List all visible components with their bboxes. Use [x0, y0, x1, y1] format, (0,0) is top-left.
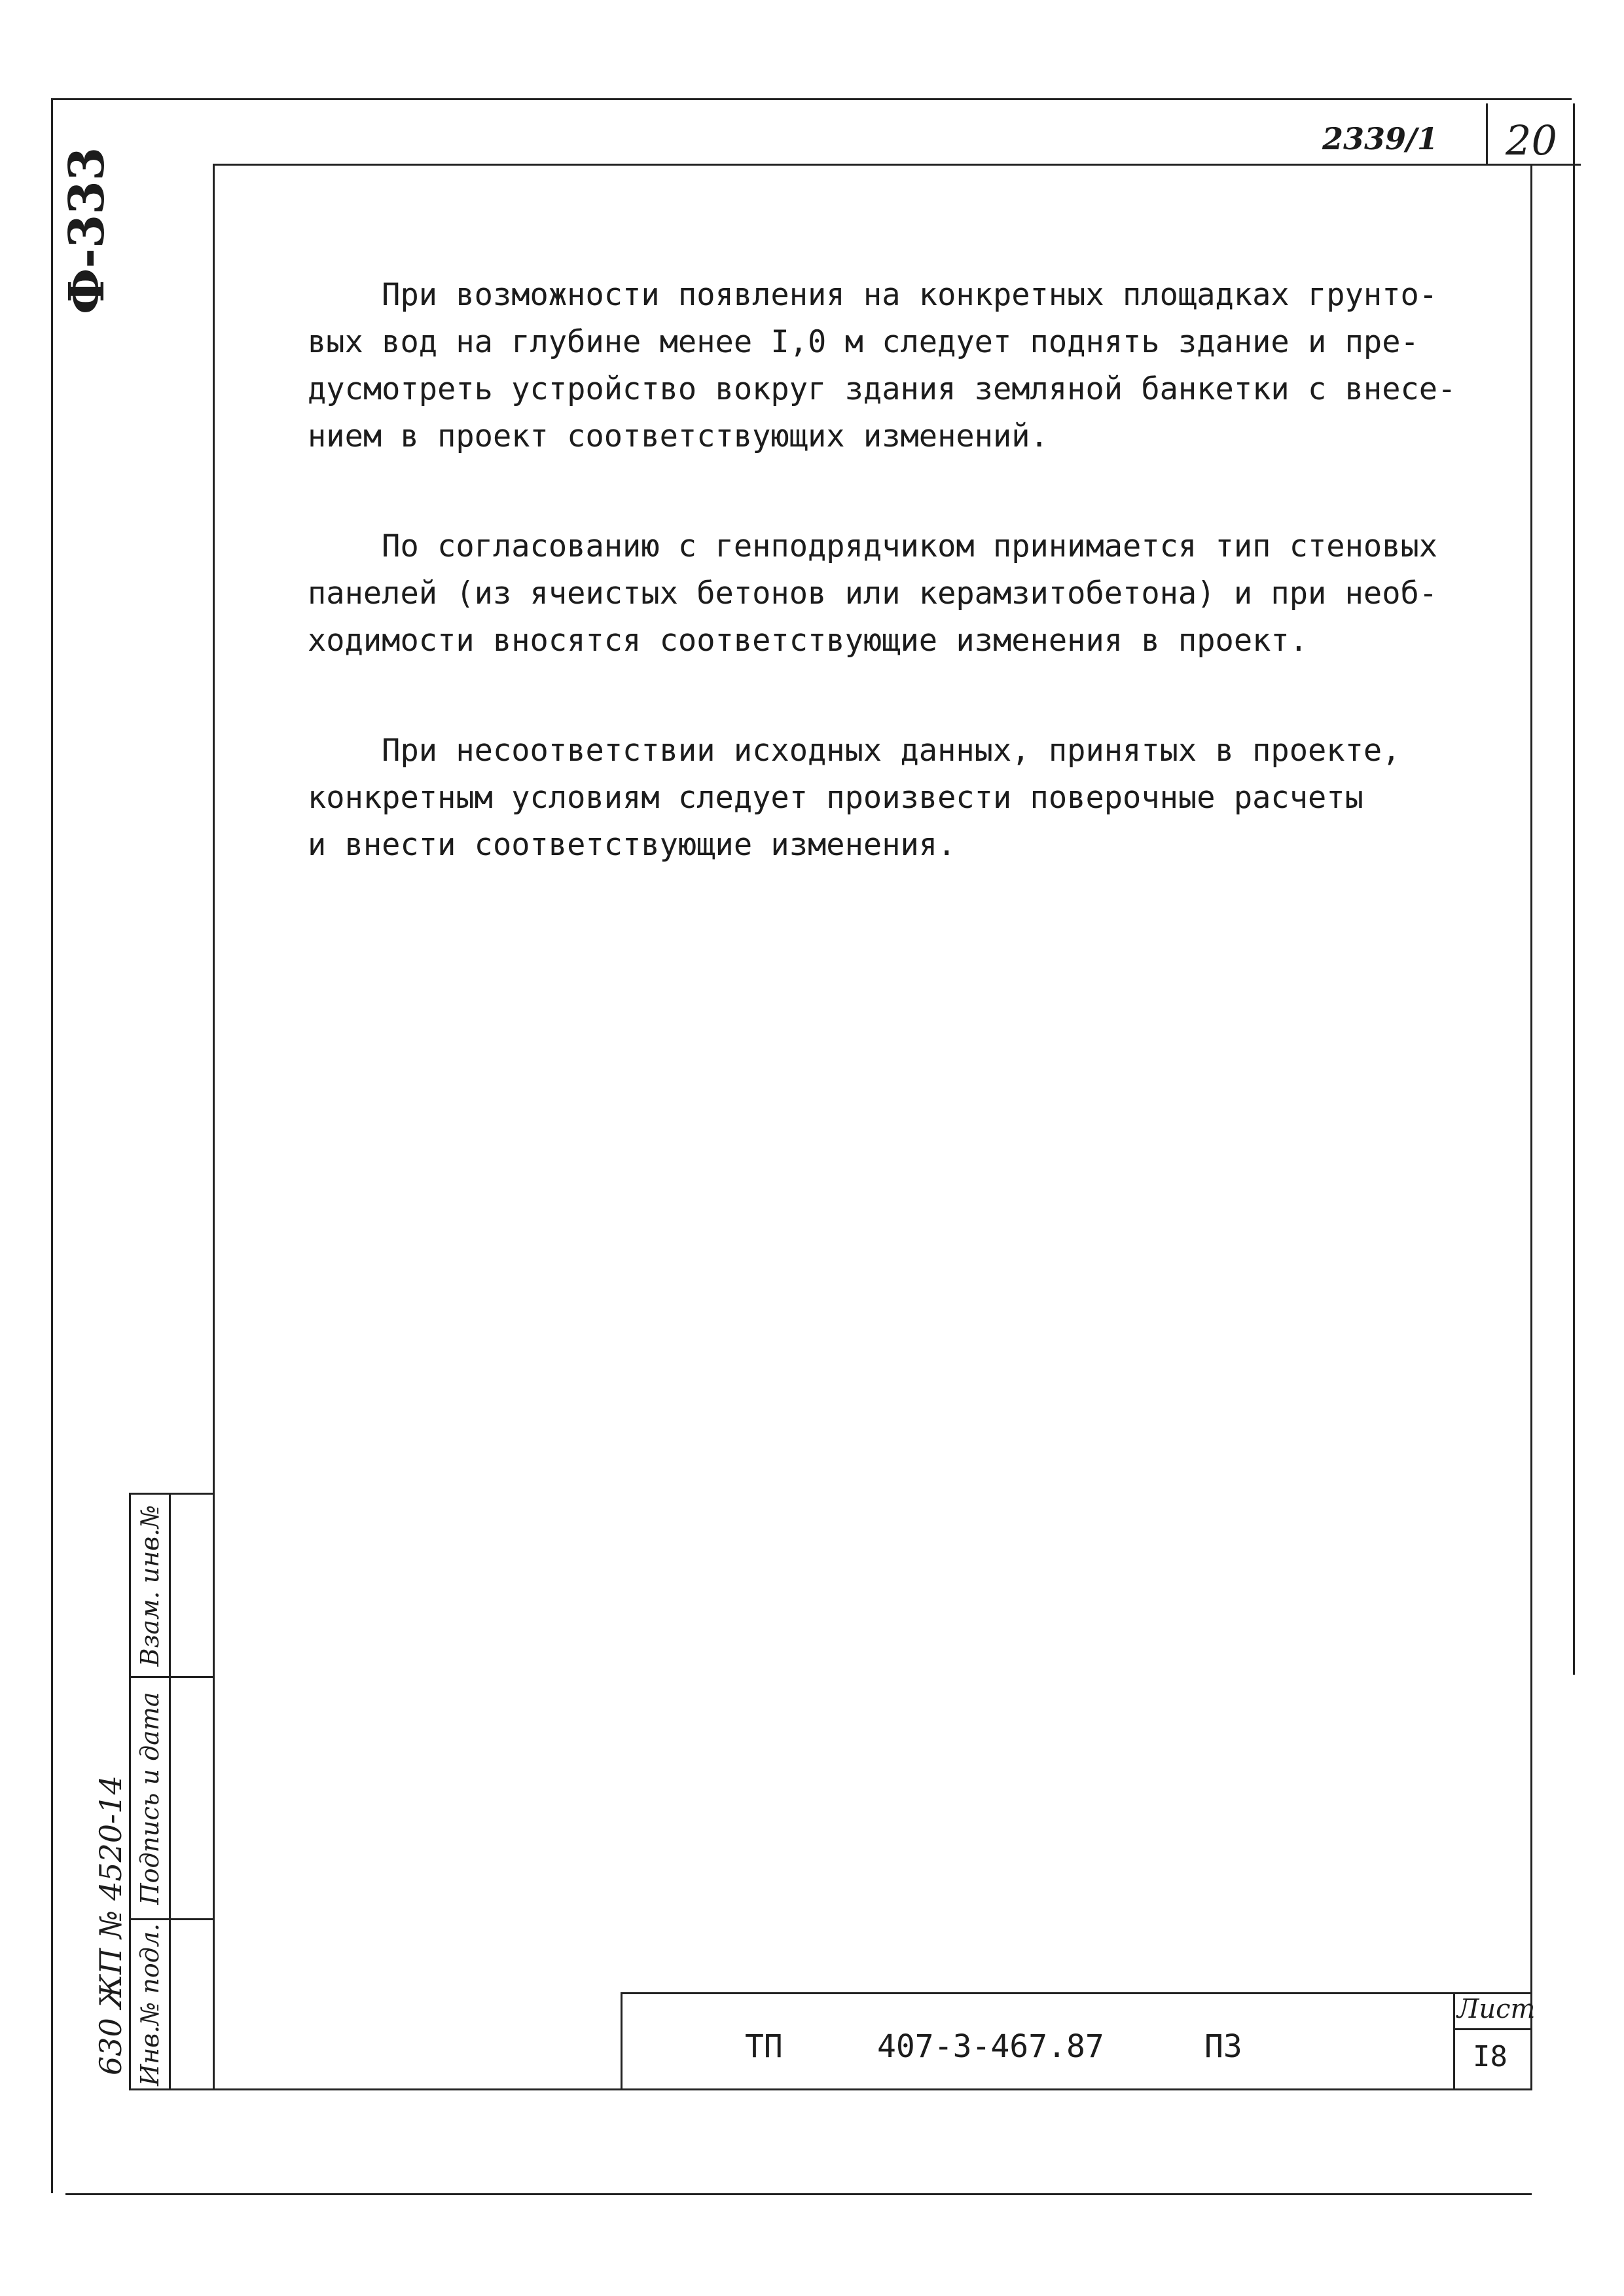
paragraph-line: ходимости вносятся соответствующие изменения в проект.: [308, 623, 1308, 659]
handwritten-inventory-note: 630 ЖП № 4520-14: [93, 1775, 128, 2075]
paragraph-3: [308, 727, 1486, 869]
stamp-cell-signature: [131, 1678, 169, 1918]
sheet-number: I8: [1473, 2040, 1507, 2073]
frame-right-outer: [1573, 103, 1575, 1675]
doc-number: 2339/1: [1322, 121, 1438, 156]
outer-border-left: [51, 98, 53, 2193]
paragraph-line: и внести соответствующие изменения.: [308, 827, 956, 863]
title-section: ПЗ: [1204, 2028, 1242, 2065]
title-block-top: [621, 1992, 1532, 1994]
title-prefix: ТП: [745, 2028, 783, 2065]
stamp-cell-inventory: [131, 1920, 169, 2088]
paragraph-2: [308, 523, 1486, 665]
frame-left: [213, 164, 215, 2088]
stamp-cell-replacement: [131, 1495, 169, 1676]
paragraph-line: дусмотреть устройство вокруг здания земляной банкетки с внесе-: [308, 371, 1456, 407]
sheet-label: Лист: [1457, 1994, 1536, 2024]
stamp-label-replacement: Взам. инв.№: [135, 1504, 164, 1666]
side-code: Ф-333: [59, 147, 115, 314]
stamp-label-inventory: Инв.№ подл.: [135, 1923, 164, 2086]
outer-border-bottom: [65, 2193, 1532, 2195]
outer-border-top: [51, 98, 1572, 100]
paragraph-1: [308, 272, 1486, 460]
paragraph-line: конкретным условиям следует произвести поверочные расчеты: [308, 780, 1363, 816]
page-number: 20: [1506, 117, 1557, 164]
paragraph-line: По согласованию с генподрядчиком принимается тип стеновых: [308, 528, 1438, 564]
paragraph-line: При несоответствии исходных данных, принятых в проекте,: [308, 733, 1401, 769]
title-block-sheet-line: [1453, 2028, 1532, 2030]
body-text: [308, 272, 1486, 932]
stamp-label-signature: Подпись и дата: [135, 1691, 164, 1905]
paragraph-line: панелей (из ячеистых бетонов или керамзитобетона) и при необ-: [308, 575, 1438, 611]
stamp-divider: [169, 1493, 171, 2090]
frame-right: [1530, 164, 1532, 2088]
frame-top: [213, 164, 1581, 166]
title-block-left: [621, 1992, 623, 2088]
paragraph-line: При возможности появления на конкретных площадках грунто-: [308, 277, 1438, 313]
title-block-sheet-divider: [1453, 1992, 1455, 2088]
frame-bottom: [129, 2088, 1532, 2090]
header-divider: [1486, 103, 1488, 164]
paragraph-line: вых вод на глубине менее I,0 м следует поднять здание и пре-: [308, 324, 1419, 360]
title-code: 407-3-467.87: [877, 2028, 1104, 2065]
paragraph-line: нием в проект соответствующих изменений.: [308, 418, 1049, 454]
